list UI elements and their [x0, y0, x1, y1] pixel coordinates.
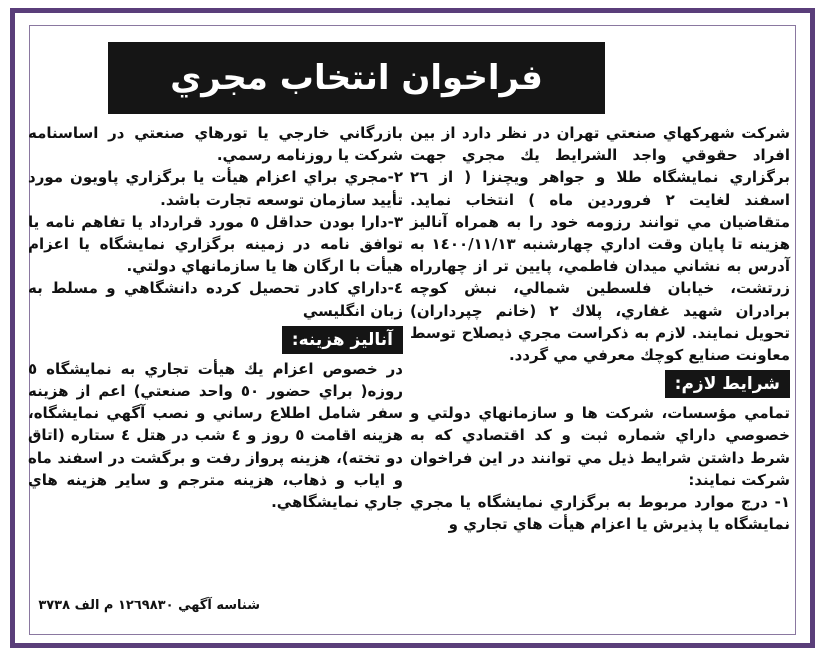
cost-paragraph: در خصوص اعزام يك هيأت تجاري به نمايشگاه ٥ روزه( براي حضور ٥٠ واحد صنعتي) اعم از هزينه سفر شامل اطلاع رساني و نصب آگهي نمايشگاه، هزينه اقامت ٥ روز و ٤ شب در هتل ٤ ستاره (اتاق دو تخته)، هزينه پرواز رفت و برگشت در اسفند ماه و اياب و ذهاب، هزينه مترجم و ساير هزينه هاي جاري نمايشگاهي.	[28, 359, 403, 512]
condition-2: ٢-مجري براي اعزام هيأت يا برگزاري پاويون مورد تأييد سازمان توسعه تجارت باشد.	[28, 168, 403, 209]
ad-id: شناسه آگهي ١٢٦٩٨٣٠ م الف ٣٧٣٨	[38, 598, 260, 613]
left-column	[28, 122, 403, 513]
condition-3: ٣-دارا بودن حداقل ٥ مورد قرارداد يا تفاهم نامه يا توافق نامه در زمينه برگزاري نمايشگاه يا اعزام هيأت با ارگان ها يا سازمانهاي دولتي.	[28, 212, 403, 276]
intro-paragraph: شركت شهركهاي صنعتي تهران در نظر دارد از بين افراد حقوقي واجد الشرايط يك مجري جهت برگزاري نمايشگاه طلا و جواهر ويچنزا ( از ٢٦ اسفند لغايت ٢ فروردين ماه ) انتخاب نمايد. متقاضيان مي توانند رزومه خود را به همراه آناليز هزينه تا پايان وقت اداري چهارشنبه ١٤٠٠/١١/١٣ به آدرس به نشاني ميدان فاطمي، پايين تر از چهارراه زرتشت، خيابان فلسطين شمالي، نبش كوچه برادران شهيد غفاري، پلاك ٢ (خانم چپرداران) تحويل نمايند. لازم به ذكراست مجري ذيصلاح توسط معاونت صنايع كوچك معرفي مي گردد.	[410, 124, 791, 365]
page-title: فراخوان انتخاب مجري	[108, 42, 605, 114]
condition-4: ٤-داراي كادر تحصيل كرده دانشگاهي و مسلط به زبان انگليسي	[28, 279, 403, 320]
right-column	[410, 122, 790, 535]
conditions-heading: شرايط لازم:	[665, 370, 790, 398]
conditions-intro: تمامي مؤسسات، شركت ها و سازمانهاي دولتي و خصوصي داراي شماره ثبت و كد اقتصادي كه به شرط داشتن شرايط ذيل مي توانند در اين فراخوان شركت نمايند:	[410, 404, 790, 489]
condition-1-continued: بازرگاني خارجي يا تورهاي صنعتي در اساسنامه شركت يا روزنامه رسمي.	[28, 124, 403, 165]
cost-heading: آناليز هزينه:	[282, 326, 403, 354]
condition-1: ١- درج موارد مربوط به برگزاري نمايشگاه يا مجري نمايشگاه يا پذيرش يا اعزام هيأت هاي تجاري و	[410, 493, 790, 534]
